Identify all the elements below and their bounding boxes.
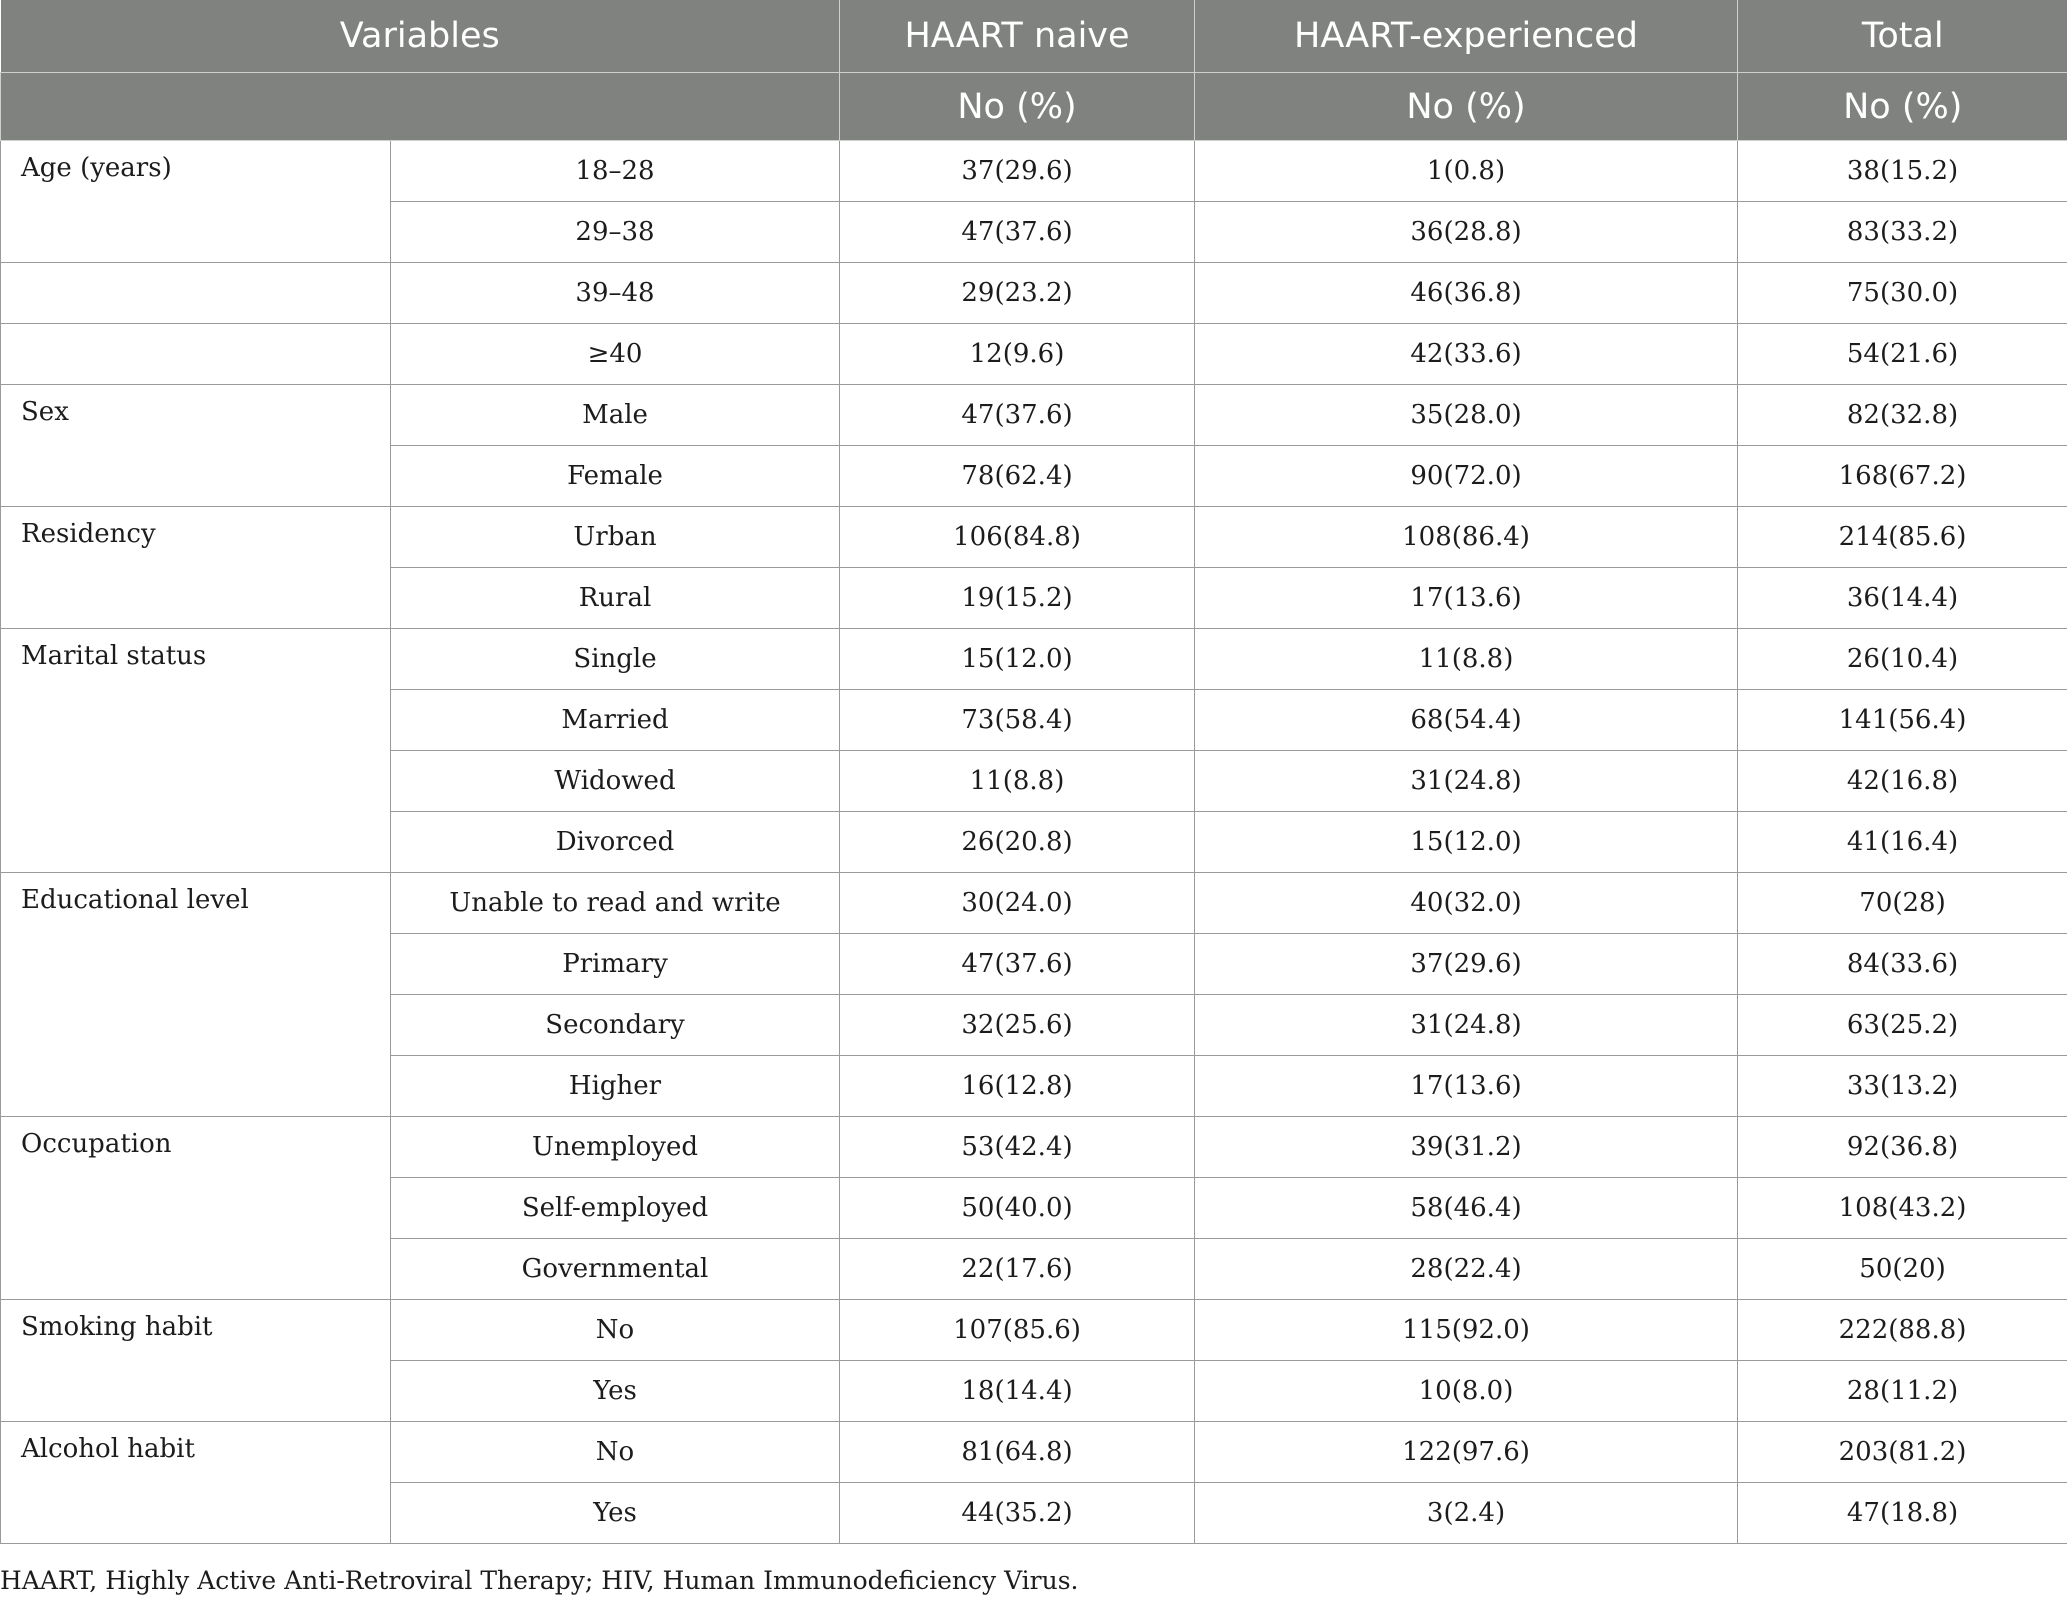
- experienced-cell: 31(24.8): [1195, 995, 1738, 1056]
- total-cell: 203(81.2): [1738, 1422, 2067, 1483]
- category-cell: Unable to read and write: [391, 873, 840, 934]
- experienced-cell: 108(86.4): [1195, 507, 1738, 568]
- subheader-total: No (%): [1738, 73, 2067, 141]
- experienced-cell: 36(28.8): [1195, 202, 1738, 263]
- table-row: [1, 1422, 2067, 1483]
- total-cell: 63(25.2): [1738, 995, 2067, 1056]
- experienced-cell: 40(32.0): [1195, 873, 1738, 934]
- experienced-cell: 39(31.2): [1195, 1117, 1738, 1178]
- table-footnote: HAART, Highly Active Anti-Retroviral Therapy; HIV, Human Immunodeficiency Virus.: [0, 1566, 1079, 1595]
- naive-cell: 50(40.0): [840, 1178, 1195, 1239]
- variable-cell: [1, 324, 391, 385]
- experienced-cell: 17(13.6): [1195, 1056, 1738, 1117]
- total-cell: 47(18.8): [1738, 1483, 2067, 1544]
- experienced-cell: 15(12.0): [1195, 812, 1738, 873]
- category-cell: Higher: [391, 1056, 840, 1117]
- naive-cell: 81(64.8): [840, 1422, 1195, 1483]
- category-cell: No: [391, 1300, 840, 1361]
- category-cell: Rural: [391, 568, 840, 629]
- table-row: [1, 324, 2067, 385]
- total-cell: 75(30.0): [1738, 263, 2067, 324]
- naive-cell: 11(8.8): [840, 751, 1195, 812]
- total-cell: 33(13.2): [1738, 1056, 2067, 1117]
- total-cell: 92(36.8): [1738, 1117, 2067, 1178]
- category-cell: Single: [391, 629, 840, 690]
- experienced-cell: 28(22.4): [1195, 1239, 1738, 1300]
- total-cell: 28(11.2): [1738, 1361, 2067, 1422]
- category-cell: Primary: [391, 934, 840, 995]
- naive-cell: 47(37.6): [840, 202, 1195, 263]
- category-cell: Urban: [391, 507, 840, 568]
- subheader-experienced: No (%): [1195, 73, 1738, 141]
- variable-cell: Age (years): [1, 141, 391, 263]
- variable-cell: [1, 263, 391, 324]
- variable-cell: Educational level: [1, 873, 391, 1117]
- total-cell: 70(28): [1738, 873, 2067, 934]
- experienced-cell: 122(97.6): [1195, 1422, 1738, 1483]
- category-cell: 29–38: [391, 202, 840, 263]
- experienced-cell: 1(0.8): [1195, 141, 1738, 202]
- naive-cell: 47(37.6): [840, 385, 1195, 446]
- category-cell: Divorced: [391, 812, 840, 873]
- category-cell: Yes: [391, 1483, 840, 1544]
- naive-cell: 15(12.0): [840, 629, 1195, 690]
- naive-cell: 78(62.4): [840, 446, 1195, 507]
- experienced-cell: 3(2.4): [1195, 1483, 1738, 1544]
- variable-cell: Alcohol habit: [1, 1422, 391, 1544]
- subheader-row: [1, 73, 2067, 141]
- variable-cell: Residency: [1, 507, 391, 629]
- naive-cell: 12(9.6): [840, 324, 1195, 385]
- experienced-cell: 46(36.8): [1195, 263, 1738, 324]
- naive-cell: 22(17.6): [840, 1239, 1195, 1300]
- subheader-naive: No (%): [840, 73, 1195, 141]
- category-cell: Governmental: [391, 1239, 840, 1300]
- naive-cell: 16(12.8): [840, 1056, 1195, 1117]
- category-cell: Widowed: [391, 751, 840, 812]
- variable-cell: Marital status: [1, 629, 391, 873]
- naive-cell: 53(42.4): [840, 1117, 1195, 1178]
- total-cell: 82(32.8): [1738, 385, 2067, 446]
- naive-cell: 107(85.6): [840, 1300, 1195, 1361]
- table-row: [1, 141, 2067, 202]
- category-cell: 39–48: [391, 263, 840, 324]
- table-row: [1, 1300, 2067, 1361]
- total-cell: 108(43.2): [1738, 1178, 2067, 1239]
- experienced-cell: 115(92.0): [1195, 1300, 1738, 1361]
- header-variables: Variables: [1, 0, 840, 73]
- total-cell: 214(85.6): [1738, 507, 2067, 568]
- experienced-cell: 35(28.0): [1195, 385, 1738, 446]
- naive-cell: 47(37.6): [840, 934, 1195, 995]
- header-total: Total: [1738, 0, 2067, 73]
- total-cell: 54(21.6): [1738, 324, 2067, 385]
- header-haart-experienced: HAART-experienced: [1195, 0, 1738, 73]
- table-row: [1, 507, 2067, 568]
- category-cell: Self-employed: [391, 1178, 840, 1239]
- variable-cell: Smoking habit: [1, 1300, 391, 1422]
- total-cell: 83(33.2): [1738, 202, 2067, 263]
- total-cell: 41(16.4): [1738, 812, 2067, 873]
- total-cell: 168(67.2): [1738, 446, 2067, 507]
- category-cell: Female: [391, 446, 840, 507]
- category-cell: Unemployed: [391, 1117, 840, 1178]
- table-row: [1, 873, 2067, 934]
- total-cell: 42(16.8): [1738, 751, 2067, 812]
- naive-cell: 32(25.6): [840, 995, 1195, 1056]
- experienced-cell: 11(8.8): [1195, 629, 1738, 690]
- naive-cell: 30(24.0): [840, 873, 1195, 934]
- naive-cell: 19(15.2): [840, 568, 1195, 629]
- naive-cell: 29(23.2): [840, 263, 1195, 324]
- category-cell: Secondary: [391, 995, 840, 1056]
- experienced-cell: 10(8.0): [1195, 1361, 1738, 1422]
- naive-cell: 26(20.8): [840, 812, 1195, 873]
- experienced-cell: 68(54.4): [1195, 690, 1738, 751]
- naive-cell: 44(35.2): [840, 1483, 1195, 1544]
- variable-cell: Sex: [1, 385, 391, 507]
- experienced-cell: 42(33.6): [1195, 324, 1738, 385]
- total-cell: 26(10.4): [1738, 629, 2067, 690]
- category-cell: Male: [391, 385, 840, 446]
- experienced-cell: 31(24.8): [1195, 751, 1738, 812]
- category-cell: ≥40: [391, 324, 840, 385]
- variable-cell: Occupation: [1, 1117, 391, 1300]
- table-row: [1, 385, 2067, 446]
- naive-cell: 37(29.6): [840, 141, 1195, 202]
- total-cell: 50(20): [1738, 1239, 2067, 1300]
- total-cell: 84(33.6): [1738, 934, 2067, 995]
- table-row: [1, 263, 2067, 324]
- category-cell: Married: [391, 690, 840, 751]
- experienced-cell: 17(13.6): [1195, 568, 1738, 629]
- category-cell: Yes: [391, 1361, 840, 1422]
- naive-cell: 106(84.8): [840, 507, 1195, 568]
- header-row: [1, 0, 2067, 73]
- experienced-cell: 58(46.4): [1195, 1178, 1738, 1239]
- naive-cell: 18(14.4): [840, 1361, 1195, 1422]
- category-cell: No: [391, 1422, 840, 1483]
- table-row: [1, 629, 2067, 690]
- experienced-cell: 37(29.6): [1195, 934, 1738, 995]
- subheader-blank: [1, 73, 840, 141]
- naive-cell: 73(58.4): [840, 690, 1195, 751]
- category-cell: 18–28: [391, 141, 840, 202]
- total-cell: 38(15.2): [1738, 141, 2067, 202]
- experienced-cell: 90(72.0): [1195, 446, 1738, 507]
- total-cell: 36(14.4): [1738, 568, 2067, 629]
- total-cell: 141(56.4): [1738, 690, 2067, 751]
- header-haart-naive: HAART naive: [840, 0, 1195, 73]
- table-row: [1, 1117, 2067, 1178]
- total-cell: 222(88.8): [1738, 1300, 2067, 1361]
